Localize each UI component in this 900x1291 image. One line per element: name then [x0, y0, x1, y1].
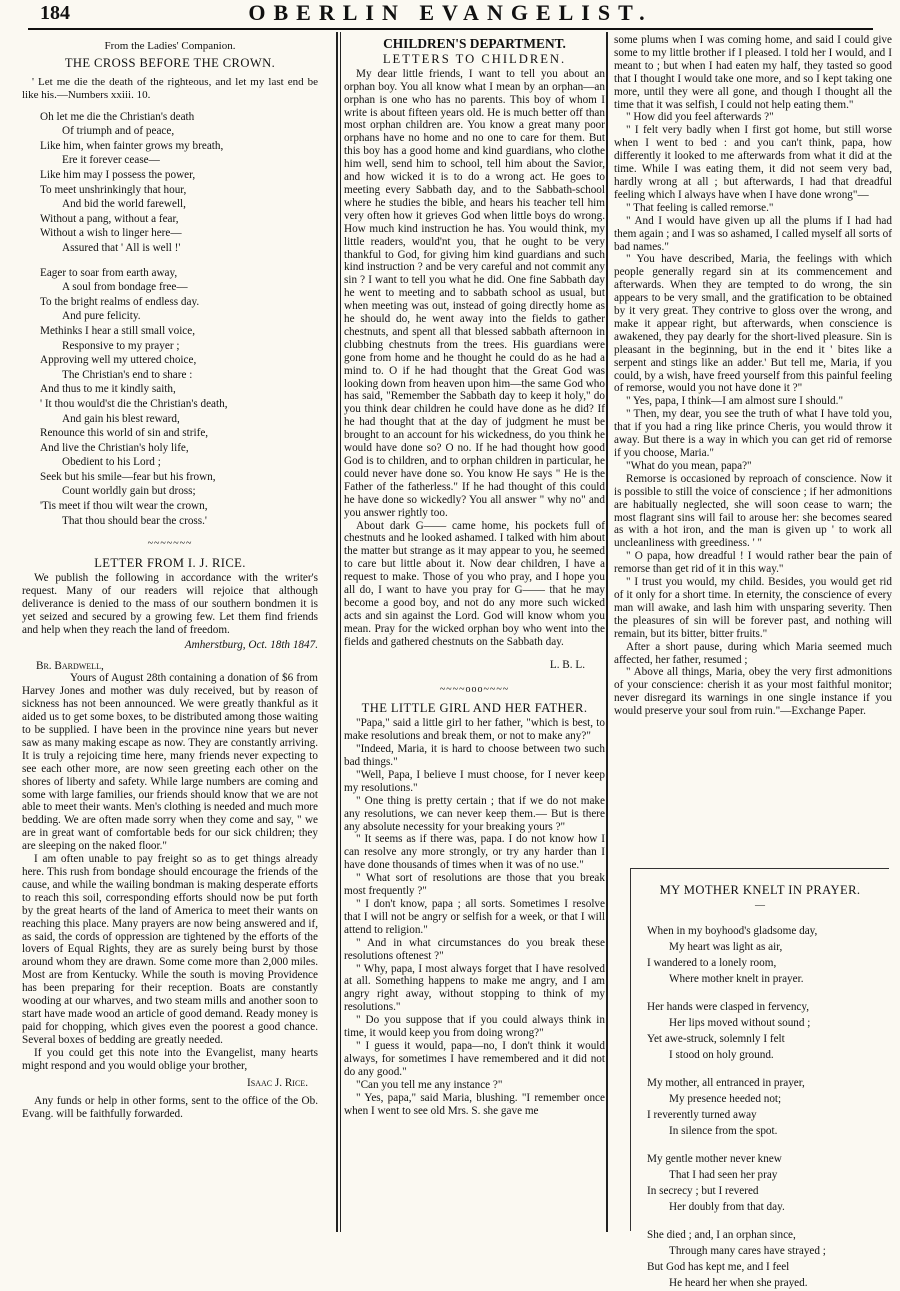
- poem-line: Seek but his smile—fear but his frown,: [40, 470, 216, 483]
- story-paragraph: " How did you feel afterwards ?": [626, 111, 774, 124]
- poem-line: To meet unshrinkingly that hour,: [40, 183, 187, 196]
- story-paragraph: " I trust you would, my child. Besides, you would get rid of it only for a short time. In eternity, the conscience of every man will awake, and lash him with unsparing severity. Then the pleasures of sin will be forever past, and nothing will remain, but its bitter, bitter fruits.": [614, 576, 892, 640]
- story-paragraph: After a short pause, during which Maria seemed much affected, her father, resumed ;: [614, 640, 892, 666]
- poem-line: Her lips moved without sound ;: [669, 1017, 811, 1029]
- column-rule: [336, 32, 338, 1232]
- story-paragraph: " Do you suppose that if you could always think in time, it would keep you from doing wrong?": [344, 1014, 605, 1040]
- story-title: THE LITTLE GIRL AND HER FATHER.: [361, 701, 588, 716]
- poem-stanza: [22, 110, 318, 256]
- poem-line: She died ; and, I an orphan since,: [647, 1229, 796, 1241]
- title-rule: —: [755, 900, 765, 911]
- letter-paragraph: My dear little friends, I want to tell you about an orphan boy. You all know what I mean by an orphan—an orphan is one who has no parents. This boy of whom I write is about fifteen years old. He is much better off than most orphan children are. You know a great many poor orphans have no home and no one to care for them. But this boy has a good home and kind guardians, who clothe him well, send him to school, tell him about the Savior, and how wicked it is to do a wrong act. He goes to meeting every Sabbath day, and to the Sabbath-school where he studies the bible, and hears his teacher tell him very often how it grieves God when little boys do wrong. How much kind instruction he has. You would think, my little readers, would'nt you, that he ought to be very thankful to God, for giving him kind guardians and such kind instruction ? and be very careful and not commit any sin ? I want to tell you what he did. One fine Sabbath day he went to meeting and to sabbath school as usual, but when meeting was out, instead of going directly home as he should do, he went away into the fields to gather chestnuts, and spent all that blessed sabbath afternoon in clubbing chestnuts from the trees. His guardians were gone from home and he thought he could do as he had a mind to. O if he had thought that the Great God was looking down from heaven upon him—the same God who has said, "Remember the Sabbath day to keep it holy," do you think dear children he could have done as he did? If he had thought that at the day of judgment he must be brought to an account for his wickedness, do you think he would have done so? O no. If he had thought how good God is to children, and to orphan children in particular, he could never have done so. You know He says " He is the Father of the fatherless." If he had thought of this could he have done so wickedly? You all answer " why no" and you answer rightly too.: [344, 67, 605, 519]
- poem-line: And thus to me it kindly saith,: [40, 383, 176, 396]
- poem-line: My heart was light as air,: [669, 941, 783, 953]
- poem-line: Ere it forever cease—: [62, 154, 160, 167]
- poem-line: 'Tis meet if thou wilt wear the crown,: [40, 500, 208, 513]
- poem-source: From the Ladies' Companion.: [104, 40, 236, 52]
- poem-line: That thou should bear the cross.': [62, 514, 207, 527]
- poem-line: And live the Christian's holy life,: [40, 441, 189, 454]
- section-ornament: ~~~~ooo~~~~: [439, 683, 510, 695]
- story-paragraph: "What do you mean, papa?": [626, 459, 752, 472]
- department-subtitle: LETTERS TO CHILDREN.: [382, 51, 567, 66]
- story-paragraph: " O papa, how dreadful ! I would rather bear the pain of remorse than get rid of it in this way.": [614, 550, 892, 576]
- poem-line: Renounce this world of sin and strife,: [40, 427, 209, 440]
- story-paragraph: " One thing is pretty certain ; that if we do not make any resolutions, we can never keep them.— But is there any absolute necessity for your breaking yours ?": [344, 794, 605, 833]
- poem-line: But God has kept me, and I feel: [647, 1261, 790, 1273]
- poem-line: Without a pang, without a fear,: [40, 212, 179, 225]
- story-paragraph: " Yes, papa," said Maria, blushing. "I remember once when I went to see old Mrs. S. she gave me: [344, 1091, 605, 1117]
- poem-line: My gentle mother never knew: [647, 1153, 782, 1165]
- story-paragraph: "Can you tell me any instance ?": [356, 1078, 503, 1091]
- poem-stanza: [22, 266, 318, 529]
- column-middle: [344, 34, 605, 1232]
- poem-stanza: [631, 999, 889, 1063]
- poem-epigraph: ' Let me die the death of the righteous, and let my last end be like his.—Numbers xxiii. 10.: [22, 75, 318, 101]
- column-right: [614, 34, 892, 864]
- story-paragraph: " I guess it would, papa—no, I don't think it would always, for sometimes I have remembered and it did not do any good.": [344, 1039, 605, 1078]
- poem-line: Her hands were clasped in fervency,: [647, 1001, 810, 1013]
- poem-line: I stood on holy ground.: [669, 1049, 774, 1061]
- dateline: Amherstburg, Oct. 18th 1847.: [184, 638, 318, 651]
- poem-line: Of triumph and of peace,: [62, 125, 175, 138]
- poem-line: And gain his blest reward,: [62, 412, 180, 425]
- story-paragraph: some plums when I was coming home, and said I could give some to my little brother if I pleased. I told her I would, and I meant to ; but when I had eaten my half, they tasted so good that I thought I would take one more, and so I kept taking one more, until they were all gone, and though I thought all the time that it was selfish, I could not help eating them.": [614, 34, 892, 111]
- story-paragraph: "Well, Papa, I believe I must choose, for I never keep my resolutions.": [344, 768, 605, 794]
- story-paragraph: " That feeling is called remorse.": [626, 201, 774, 214]
- story-paragraph: " Above all things, Maria, obey the very first admonitions of your conscience: cherish it as your most faithful monitor; never disregard its warnings in one single instance if you would preserve your soul from ruin."—Exchange Paper.: [614, 666, 892, 718]
- department-title: CHILDREN'S DEPARTMENT.: [383, 36, 566, 51]
- letter-paragraph: If you could get this note into the Evangelist, many hearts might respond and you would oblige your brother,: [22, 1046, 318, 1072]
- poem-line: ' It thou would'st die the Christian's death,: [40, 397, 228, 410]
- poem-line: Approving well my uttered choice,: [40, 354, 197, 367]
- poem-stanza: [631, 1151, 889, 1215]
- letter-paragraph: Yours of August 28th containing a donation of $6 from Harvey Jones and mother was duly received, but by reason of sickness has not been announced. We were greatly thankful as it aided us to get some boxes, to be distributed among those waiting to be supplied. I have been in the province nine years but never saw as many making escape as now. They are constantly arriving. It is truly a rejoicing time here, many friends never expecting to see each other more, are now seen greeting each other on the shores of liberty and safety. While large numbers are coming and some with large families, our friends should know that we are not able to meet their wants. Men's clothing is needed and much more bedding. We are often made sorry when they come and say, " we are in great want of comfortable beds for our sick children; they are sleeping on the naked floor.": [22, 672, 318, 853]
- poem-line: Like him may I possess the power,: [40, 169, 196, 181]
- story-paragraph: Remorse is occasioned by reproach of conscience. Now it is possible to still the voice of conscience ; if her admonitions are habitually neglected, she will soon cease to warn; the most flagrant sins will fail to arouse her: she becomes seared as with a hot iron, and the man is given up ' to work all uncleanliness with greediness. ' ": [614, 472, 892, 550]
- story-paragraph: "Papa," said a little girl to her father, "which is best, to make resolutions and break them, or not to make any?": [344, 717, 605, 743]
- poem-line: A soul from bondage free—: [62, 281, 188, 294]
- poem-line: Oh let me die the Christian's death: [40, 110, 195, 123]
- letter-signature: Isaac J. Rice.: [247, 1076, 308, 1089]
- poem-line: Methinks I hear a still small voice,: [40, 324, 196, 337]
- letter-footnote: Any funds or help in other forms, sent to the office of the Ob. Evang. will be faithfully forwarded.: [22, 1095, 318, 1121]
- article-intro: We publish the following in accordance with the writer's request. Many of our readers will rejoice that although deliverance is denied to the mass of our southern bondmen it is yet seized and secured by a growing few. Let them find friends and help when they reach the land of freedom.: [22, 572, 318, 636]
- poem-line: Assured that ' All is well !': [62, 241, 181, 254]
- poem-line: Her doubly from that day.: [669, 1201, 785, 1213]
- story-paragraph: " Then, my dear, you see the truth of what I have told you, that if you had a ring like prince Cheris, you would throw it away. But there is a way in which you can get rid of remorse if you choose, Maria.": [614, 408, 892, 459]
- page-number: 184: [40, 2, 70, 24]
- masthead: [28, 0, 873, 30]
- poem-line: I reverently turned away: [647, 1109, 757, 1121]
- newspaper-title: OBERLIN EVANGELIST.: [248, 0, 653, 25]
- poem-stanza: [631, 1227, 889, 1291]
- poem-line: I wandered to a lonely room,: [647, 957, 777, 969]
- poem-line: The Christian's end to share :: [62, 368, 193, 381]
- column-rule: [606, 32, 608, 1232]
- poem-title: MY MOTHER KNELT IN PRAYER.: [659, 883, 861, 897]
- story-paragraph: " I felt very badly when I first got home, but still worse when I went to bed : and you can't think, papa, how differently it looked to me afterwards from what it did at the time. While I was eating them, it did not seem very bad, hardly wrong at all ; but afterwards, I had that dreadful feeling which I always have when I have done wrong"—: [614, 124, 892, 201]
- story-paragraph: " I don't know, papa ; all sorts. Sometimes I resolve that I will not be angry or selfish for a week, or that I will attend to religion.": [344, 898, 605, 936]
- poem-line: And pure felicity.: [62, 310, 141, 323]
- poem-line: When in my boyhood's gladsome day,: [647, 925, 818, 937]
- story-paragraph: " It seems as if there was, papa. I do not know how I can resolve any more strongly, or try any harder than I have done thousands of times when it was of no use.": [344, 833, 605, 872]
- section-ornament: ~~~~~~~: [147, 538, 193, 550]
- poem-line: Where mother knelt in prayer.: [669, 973, 804, 985]
- poem-line: Count worldly gain but dross;: [62, 485, 196, 498]
- column-left: [22, 34, 318, 1232]
- poem-line: Responsive to my prayer ;: [62, 339, 180, 352]
- poem-line: Through many cares have strayed ;: [669, 1245, 826, 1257]
- story-paragraph: "Indeed, Maria, it is hard to choose between two such bad things.": [344, 743, 605, 769]
- story-paragraph: " You have described, Maria, the feelings with which people generally regard sin at its commencement and afterwards. When they are tempted to do wrong, the sin appears to be very small, and the gratification to be obtained by it very great. They contrive to gloss over the wrong, and make it appear right, but afterwards, when conscience is awakened, they pay dearly for the short-lived pleasure. Sin is pleasant in the beginning, but in the end it ' bites like a serpent and stings like an adder.' But tell me, Maria, if you could, by a wish, have freed yourself from this painful feeling of remorse, would you not have done it ?": [614, 253, 892, 395]
- poem-line: Without a wish to linger here—: [40, 227, 182, 240]
- poem-line: Yet awe-struck, solemnly I felt: [647, 1033, 785, 1045]
- poem-line: In secrecy ; but I revered: [647, 1185, 759, 1197]
- story-paragraph: " Why, papa, I most always forget that I have resolved at all. Something happens to make me angry, and I am angry right away, without stopping to think of my resolutions.": [344, 962, 605, 1014]
- poem-line: Like him, when fainter grows my breath,: [40, 139, 224, 152]
- story-paragraph: " And I would have given up all the plums if I had had them again ; and I was so ashamed, I called myself all sorts of bad names.": [614, 214, 892, 253]
- letter-paragraph: I am often unable to pay freight so as to get things already here. This rush from bondage should encourage the friends of the cause, and while the wailing bondman is making desperate efforts to reach this soil, corresponding efforts should now be put forth by the great hearts of the land of America to meet their wants on reaching this place. Many prayers are now being answered and if, as said, the cords of oppression are tightened by the efforts of the lovers of Equal Rights, they are as surely being burst by those around whom they are drawn. Some come more than 2,000 miles. Most are from Kentucky. While the south is moving Providence has been preparing for their reception. Boats are constantly wooding at our wharves, and two steam mills and another soon to start have made wood an article of good demand. Ready money is paid for chopping, which gives even the poorest a good chance. Several boxes of bedding are greatly needed.: [22, 853, 318, 1046]
- story-paragraph: " Yes, papa, I think—I am almost sure I should.": [626, 395, 844, 408]
- poem-line: My presence heeded not;: [669, 1093, 782, 1105]
- letter-paragraph: About dark G—— came home, his pockets full of chestnuts and he looked ashamed. I talked with him about the matter but strange as it may appear to you, he seemed to care but little about it. Now dear children, I have a request to make. Those of you who pray, and I hope you all do, I want to have you pray for G—— that he may become a good boy, and not do any more such wicked acts and sin against the Lord. God will know whom you mean. Pray for the wicked orphan boy who went into the fields and gathered chestnuts on the Sabbath day.: [344, 519, 605, 648]
- story-paragraph: " And in what circumstances do you break these resolutions oftenest ?": [344, 936, 605, 962]
- poem-line: My mother, all entranced in prayer,: [647, 1077, 805, 1089]
- poem-line: He heard her when she prayed.: [669, 1277, 808, 1289]
- article-title: LETTER FROM I. J. RICE.: [94, 556, 246, 571]
- poem-line: Obedient to his Lord ;: [62, 456, 161, 469]
- poem-line: And bid the world farewell,: [62, 198, 186, 211]
- poem-stanza: [631, 923, 889, 987]
- poem-line: Eager to soar from earth away,: [40, 266, 178, 279]
- poem-line: That I had seen her pray: [669, 1169, 778, 1181]
- salutation: Br. Bardwell,: [36, 659, 104, 672]
- poem-title: THE CROSS BEFORE THE CROWN.: [64, 55, 276, 70]
- poem-line: To the bright realms of endless day.: [40, 295, 200, 308]
- poem-line: In silence from the spot.: [669, 1125, 778, 1137]
- poem-stanza: [631, 1075, 889, 1139]
- letter-signature: L. B. L.: [549, 658, 585, 671]
- story-paragraph: " What sort of resolutions are those that you break most frequently ?": [344, 872, 605, 898]
- poem-box: [630, 868, 889, 1289]
